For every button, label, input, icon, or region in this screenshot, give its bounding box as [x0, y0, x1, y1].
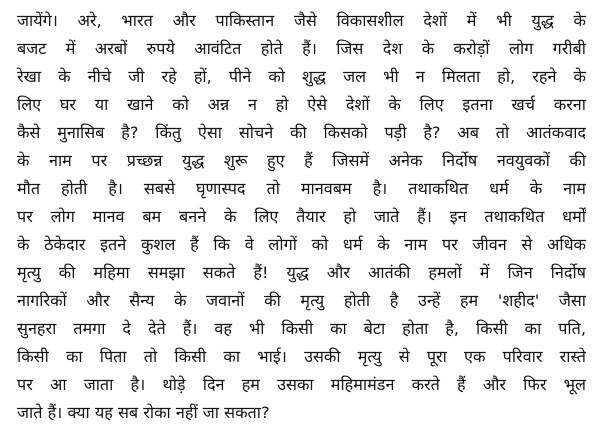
- text-line: कैसे मुनासिब है? किंतु ऐसा सोचने की किसको पड़ी है? अब तो आतंकवाद: [17, 123, 586, 142]
- text-line: पर लोग मानव बम बनने के लिए तैयार हो जाते हैं। इन तथाकथित धर्मों: [17, 207, 586, 226]
- text-line-last: जाते हैं। क्या यह सब रोका नहीं जा सकता?: [17, 403, 270, 422]
- text-line: के नाम पर प्रच्छन्न युद्ध शुरू हुए हैं जिसमें अनेक निर्दोष नवयुवकों की: [17, 151, 586, 170]
- text-line: रेखा के नीचे जी रहे हों, पीने को शुद्ध जल भी न मिलता हो, रहने के: [17, 67, 586, 86]
- text-line: सुनहरा तमगा दे देते हैं। वह भी किसी का बेटा होता है, किसी का पति,: [17, 319, 586, 338]
- text-line: लिए घर या खाने को अन्न न हो ऐसे देशों के लिए इतना खर्च करना: [17, 95, 586, 114]
- body-paragraph: [17, 7, 586, 427]
- text-line: मृत्यु की महिमा समझा सकते हैं! युद्ध और आतंकी हमलों में जिन निर्दोष: [17, 263, 586, 282]
- text-line: मौत होती है। सबसे घृणास्पद तो मानवबम है। तथाकथित धर्म के नाम: [17, 179, 586, 198]
- text-line: के ठेकेदार इतने कुशल हैं कि वे लोगों को धर्म के नाम पर जीवन से अधिक: [17, 235, 586, 254]
- text-line: किसी का पिता तो किसी का भाई। उसकी मृत्यु से पूरा एक परिवार रास्ते: [17, 347, 586, 366]
- text-line: नागरिकों और सैन्य के जवानों की मृत्यु होती है उन्हें हम 'शहीद' जैसा: [17, 291, 586, 310]
- text-line: बजट में अरबों रुपये आवंटित होते हैं। जिस देश के करोड़ों लोग गरीबी: [17, 39, 586, 58]
- text-line: जायेंगे। अरे, भारत और पाकिस्तान जैसे विकासशील देशों में भी युद्ध के: [17, 11, 586, 30]
- text-line: पर आ जाता है। थोड़े दिन हम उसका महिमामंडन करते हैं और फिर भूल: [17, 375, 586, 394]
